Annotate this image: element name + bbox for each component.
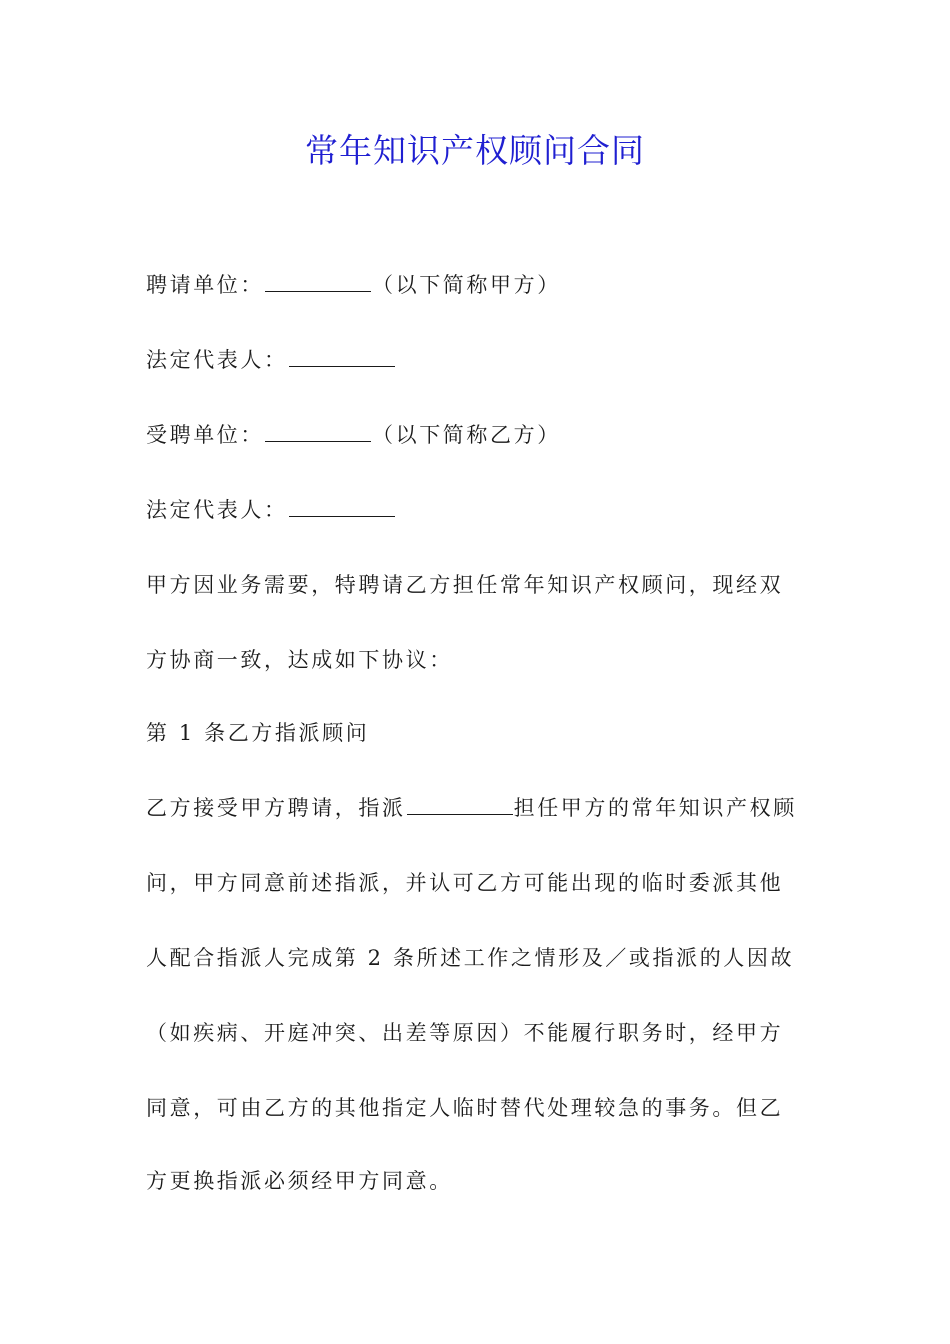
article-1-line-5: 同意，可由乙方的其他指定人临时替代处理较急的事务。但乙 [146,1096,784,1120]
employee-rep-label: 法定代表人： [146,498,288,522]
article-1-line-2: 问，甲方同意前述指派，并认可乙方可能出现的临时委派其他 [146,871,784,895]
employer-rep-blank[interactable] [289,346,395,367]
employer-field [146,270,816,300]
article-1-line-1-pre: 乙方接受甲方聘请，指派 [146,796,406,820]
employee-rep-field [146,495,816,525]
employer-rep-field [146,345,816,375]
employer-label: 聘请单位： [146,273,264,297]
intro-line-2: 方协商一致，达成如下协议： [146,648,453,672]
employer-blank[interactable] [265,271,371,292]
article-1-line-3: 人配合指派人完成第 2 条所述工作之情形及／或指派的人因故 [146,946,795,970]
employee-label: 受聘单位： [146,423,264,447]
employee-rep-blank[interactable] [289,496,395,517]
article-1-line-1 [146,793,816,823]
employer-suffix: （以下简称甲方） [372,273,561,297]
document-title: 常年知识产权顾问合同 [305,131,645,170]
advisor-name-blank[interactable] [407,794,513,815]
article-1-heading: 第 1 条乙方指派顾问 [146,721,370,745]
article-1-line-4: （如疾病、开庭冲突、出差等原因）不能履行职务时，经甲方 [146,1021,784,1045]
employee-suffix: （以下简称乙方） [372,423,561,447]
intro-line-1: 甲方因业务需要，特聘请乙方担任常年知识产权顾问，现经双 [146,573,784,597]
article-1-line-1-post: 担任甲方的常年知识产权顾 [513,796,797,820]
employer-rep-label: 法定代表人： [146,348,288,372]
article-1-line-6: 方更换指派必须经甲方同意。 [146,1169,453,1193]
employee-field [146,420,816,450]
employee-blank[interactable] [265,421,371,442]
